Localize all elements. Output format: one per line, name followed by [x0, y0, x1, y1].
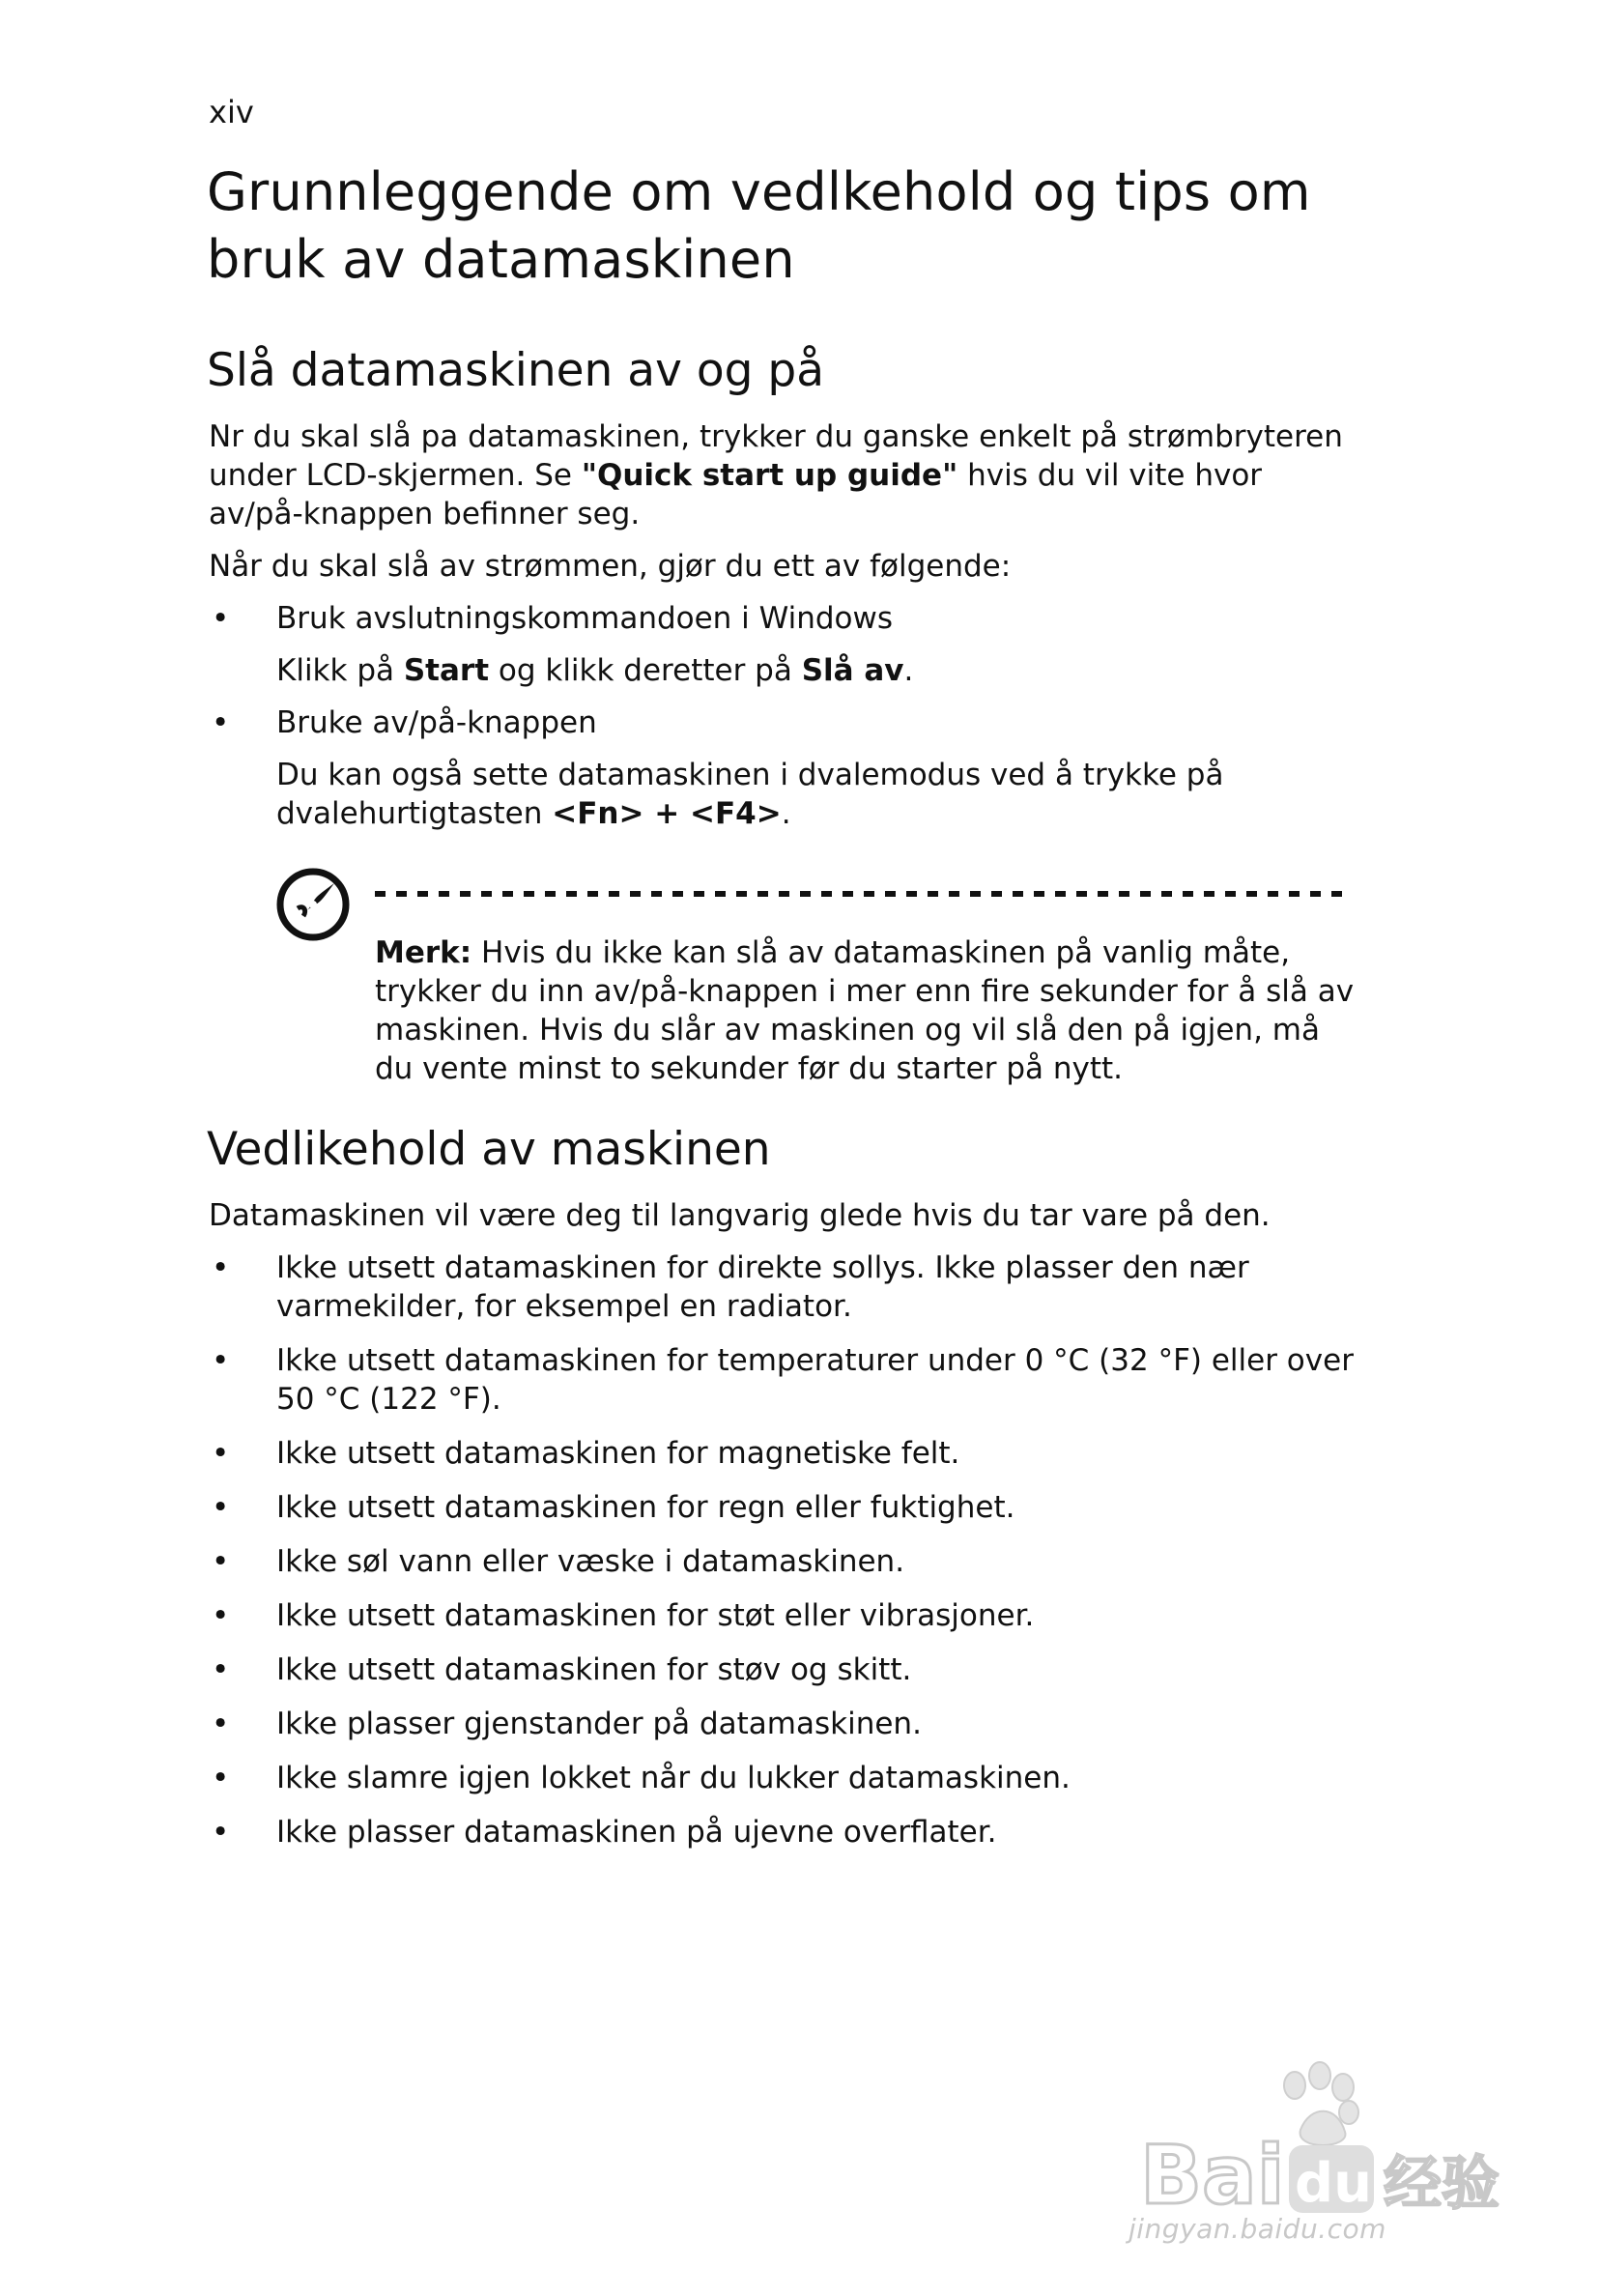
detail-text: Klikk på	[276, 653, 404, 688]
bullet-icon: •	[212, 1436, 230, 1471]
bullet-icon: •	[212, 1343, 230, 1378]
list-item-text: Ikke utsett datamaskinen for regn eller fuktighet.	[276, 1490, 1015, 1525]
list-item-detail	[276, 651, 1397, 690]
list-item-text: Bruk avslutningskommandoen i Windows	[276, 601, 894, 636]
bullet-icon: •	[212, 1250, 230, 1285]
list-item	[212, 1434, 1397, 1473]
paragraph-power-on	[209, 417, 1349, 533]
bullet-icon: •	[212, 1761, 230, 1795]
list-item	[212, 1341, 1397, 1419]
shutdown-label: Slå av	[801, 653, 904, 688]
list-item	[212, 1542, 1397, 1581]
bullet-icon: •	[212, 1707, 230, 1741]
list-item-text: Bruke av/på-knappen	[276, 705, 597, 740]
list-item-text: Ikke plasser gjenstander på datamaskinen.	[276, 1707, 922, 1741]
watermark-du: du	[1295, 2152, 1372, 2215]
section-heading-power: Slå datamaskinen av og på	[207, 344, 824, 397]
detail-text: og klikk deretter på	[489, 653, 802, 688]
list-item-text: Ikke utsett datamaskinen for direkte sollys. Ikke plasser den nær varmekilder, for eksempel en radiator.	[276, 1250, 1249, 1324]
bullet-icon: •	[212, 601, 230, 636]
bullet-icon: •	[212, 1652, 230, 1687]
detail-text: .	[903, 653, 914, 688]
section-heading-maintenance: Vedlikehold av maskinen	[207, 1123, 771, 1176]
bullet-icon: •	[212, 1544, 230, 1579]
list-item-detail	[276, 756, 1262, 833]
bullet-icon: •	[212, 1490, 230, 1525]
list-item	[212, 703, 1397, 742]
watermark-url: jingyan.baidu.com	[1129, 2213, 1386, 2245]
list-item-text: Ikke utsett datamaskinen for støv og skitt.	[276, 1652, 912, 1687]
paragraph-text: hvis du vil vite hvor av/på-knappen befinner seg.	[209, 458, 1263, 531]
note-label: Merk:	[375, 935, 472, 970]
start-label: Start	[403, 653, 490, 688]
paragraph-power-off: Når du skal slå av strømmen, gjør du ett av følgende:	[209, 549, 1012, 584]
bullet-icon: •	[212, 1598, 230, 1633]
list-item	[212, 1248, 1397, 1326]
paragraph-text: Nr du skal slå pa datamaskinen, trykker du ganske enkelt på strømbryteren under LCD-skjermen. Se	[209, 419, 1343, 493]
list-item-text: Ikke plasser datamaskinen på ujevne overflater.	[276, 1815, 997, 1850]
note-box	[375, 933, 1360, 1088]
note-divider	[375, 891, 1353, 901]
bullet-icon: •	[212, 1815, 230, 1850]
guide-reference: "Quick start up guide"	[581, 458, 958, 493]
list-item	[212, 1596, 1397, 1635]
list-item-text: Ikke søl vann eller væske i datamaskinen.	[276, 1544, 905, 1579]
watermark-jingyan: 经验	[1384, 2150, 1500, 2218]
note-text: Hvis du ikke kan slå av datamaskinen på vanlig måte, trykker du inn av/på-knappen i mer enn fire sekunder for å slå av maskinen. Hvis du slår av maskinen og vil slå den på igjen, må du vente minst to sekunder før du starter på nytt.	[375, 935, 1355, 1086]
list-item	[212, 1759, 1397, 1797]
list-item-text: Ikke utsett datamaskinen for magnetiske felt.	[276, 1436, 960, 1471]
paragraph-maintenance-intro: Datamaskinen vil være deg til langvarig glede hvis du tar vare på den.	[209, 1198, 1271, 1233]
list-item	[212, 1705, 1397, 1743]
bullet-icon: •	[212, 705, 230, 740]
page-title-line-2: bruk av datamaskinen	[207, 229, 795, 290]
page-title-line-1: Grunnleggende om vedlkehold og tips om	[207, 161, 1311, 222]
list-item	[212, 1813, 1397, 1851]
list-item-text: Ikke slamre igjen lokket når du lukker datamaskinen.	[276, 1761, 1071, 1795]
list-item	[212, 599, 1397, 638]
list-item	[212, 1488, 1397, 1527]
watermark-bai: Bai	[1140, 2128, 1285, 2223]
page-title	[207, 158, 1366, 294]
detail-text: .	[781, 796, 791, 831]
detail-text: Du kan også sette datamaskinen i dvalemodus ved å trykke på dvalehurtigtasten	[276, 758, 1224, 831]
list-item-text: Ikke utsett datamaskinen for temperaturer under 0 °C (32 °F) eller over 50 °C (122 °F).	[276, 1343, 1354, 1417]
list-item-text: Ikke utsett datamaskinen for støt eller vibrasjoner.	[276, 1598, 1035, 1633]
list-item	[212, 1650, 1397, 1689]
note-pen-icon	[274, 866, 352, 943]
hotkey-label: <Fn> + <F4>	[552, 796, 782, 831]
page-number: xiv	[209, 94, 254, 130]
